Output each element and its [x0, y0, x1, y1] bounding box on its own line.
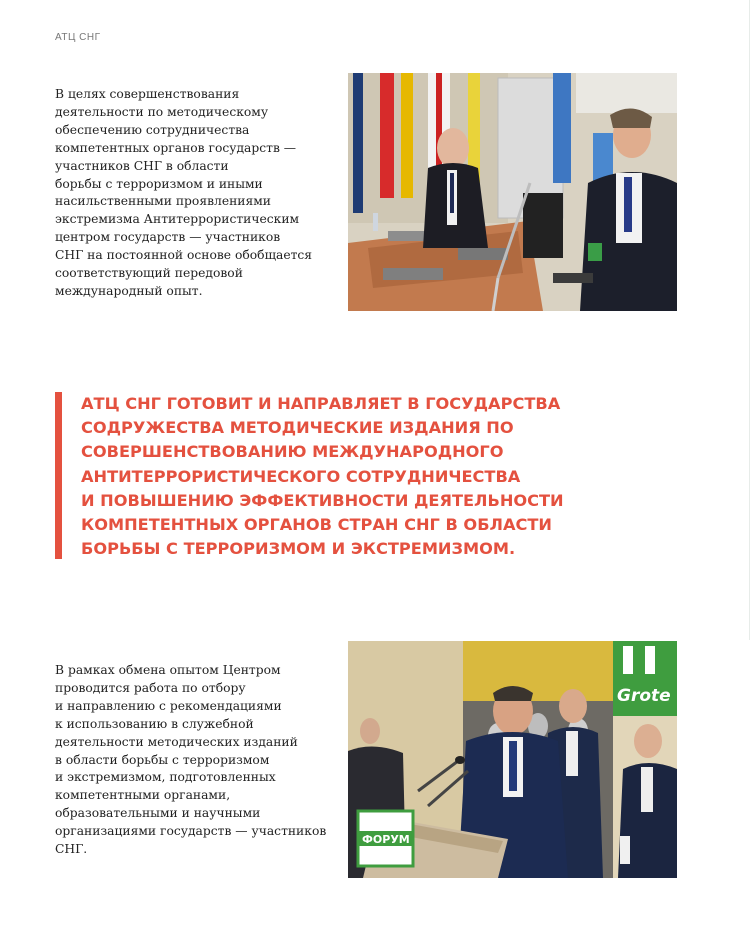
intro-paragraph: В целях совершенствования деятельности по методическому обеспечению сотрудничества компетентных органов государств — участников СНГ в области борьбы с терроризмом и иными насильственными проявлениями экстремизма Антитеррористическим центром государств — участников СНГ на постоянной основе обобщается соответствующий передовой международный опыт.: [55, 87, 313, 298]
banner-logo-text: Grote: [617, 686, 671, 706]
forum-photo: [348, 641, 677, 878]
pull-quote: АТЦ СНГ ГОТОВИТ И НАПРАВЛЯЕТ В ГОСУДАРСТВА СОДРУЖЕСТВА МЕТОДИЧЕСКИЕ ИЗДАНИЯ ПО СОВЕРШЕНСТВОВАНИЮ МЕЖДУНАРОДНОГО АНТИТЕРРОРИСТИЧЕСКОГО СОТРУДНИЧЕСТВА И ПОВЫШЕНИЮ ЭФФЕКТИВНОСТИ ДЕЯТЕЛЬНОСТИ КОМПЕТЕНТНЫХ ОРГАНОВ СТРАН СНГ В ОБЛАСТИ БОРЬБЫ С ТЕРРОРИЗМОМ И ЭКСТРЕМИЗМОМ.: [81, 394, 564, 559]
exchange-paragraph: В рамках обмена опытом Центром проводится работа по отбору и направлению с рекомендациями к использованию в служебной деятельности методических изданий в области борьбы с терроризмом и экстремизмом, подготовленных компетентными органами, образовательными и научными организациями государств — участников СНГ.: [55, 663, 327, 857]
podium-sign-text: ФОРУМ: [362, 833, 410, 846]
page-header: АТЦ СНГ: [55, 32, 101, 43]
quote-accent-bar: [55, 392, 62, 559]
conference-photo: [348, 73, 677, 311]
